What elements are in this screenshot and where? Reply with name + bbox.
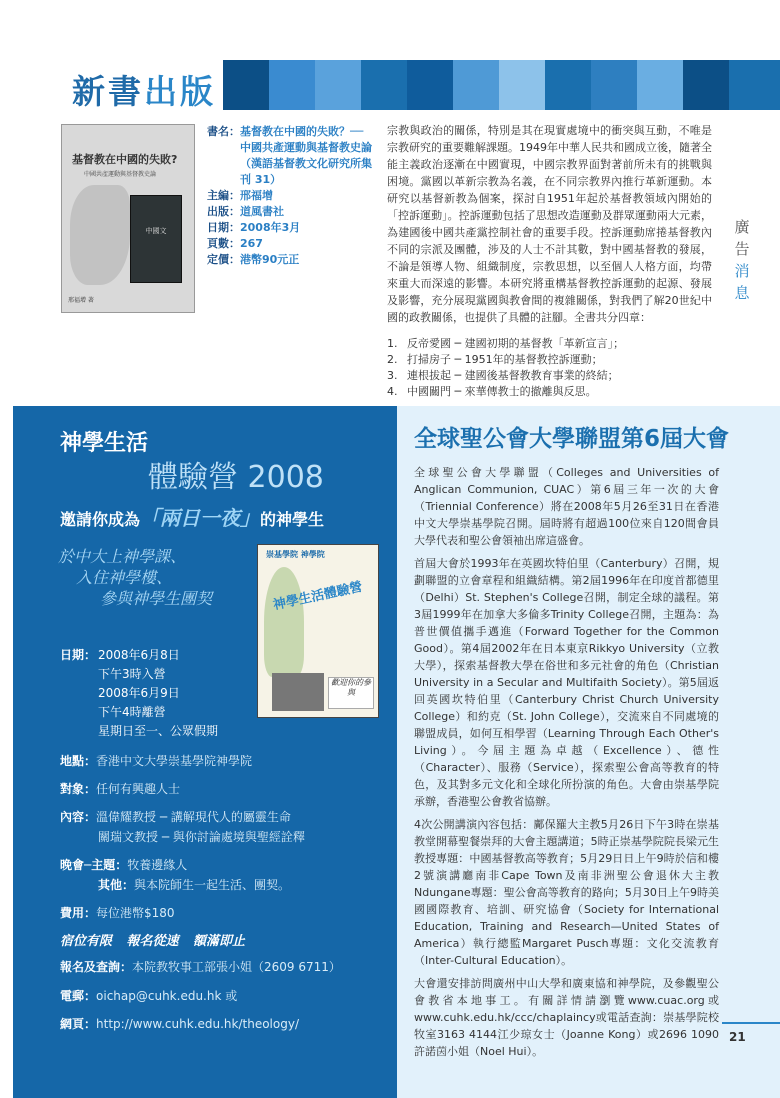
meta-value: 267 — [240, 237, 263, 250]
email-key: 電郵： — [60, 989, 97, 1003]
meta-value: 港幣90元正 — [240, 253, 300, 266]
ad-side-label — [733, 216, 751, 304]
camp-location — [60, 752, 252, 769]
tagline-3: 參與神學生團契 — [100, 589, 213, 608]
header-square — [499, 60, 545, 110]
meta-row-price — [207, 252, 377, 268]
header-square — [315, 60, 361, 110]
chapter-list — [387, 336, 624, 400]
others-value: 與本院師生一起生活、團契。 — [134, 878, 291, 892]
cover-map-shape — [70, 185, 130, 285]
list-number: 2. — [387, 353, 398, 366]
schedule-value: 2008年6月9日 — [98, 686, 180, 700]
header-square — [545, 60, 591, 110]
camp-content-2 — [98, 828, 305, 845]
invite-text-a: 邀請你成為 — [60, 510, 141, 529]
title-part-b: 出版 — [144, 72, 216, 111]
cover-subtitle: 中國共產運動與基督教史論 — [84, 171, 157, 178]
meta-row-publisher — [207, 204, 377, 220]
camp-enquiry — [60, 958, 341, 975]
book-metadata — [207, 124, 377, 268]
camp-poster-image — [257, 544, 379, 718]
camp-title: 神學生活 — [60, 431, 149, 456]
schedule-value: 星期日至一、公眾假期 — [98, 724, 219, 738]
evening-value: 牧養邊緣人 — [127, 858, 188, 872]
page-number-rule — [722, 1022, 780, 1024]
enquiry-key: 報名及查詢： — [60, 960, 133, 974]
header-square — [453, 60, 499, 110]
evening-key: 晚會─主題： — [60, 858, 128, 872]
camp-limited-notice: 宿位有限 報名從速 額滿即止 — [60, 934, 246, 949]
cuac-body — [414, 464, 719, 1066]
email-link[interactable]: oichap@cuhk.edu.hk 或 — [96, 989, 238, 1003]
section-title — [72, 66, 216, 113]
website-link[interactable]: http://www.cuhk.edu.hk/theology/ — [96, 1017, 299, 1031]
cuac-paragraph: 大會還安排訪問廣州中山大學和廣東協和神學院，及參觀聖公會教省本地事工。有關詳情請瀏覽www.cuac.org或www.cuhk.edu.hk/ccc/chaplaincy或電話查詢：崇基學院校牧室3163 4144江少琼女士（Joanne Kong）或2696 1090許諾茵小姐（Noel Hui）。 — [414, 977, 719, 1058]
list-number: 4. — [387, 385, 398, 398]
meta-key: 出版： — [207, 205, 240, 218]
cuac-paragraph: 4次公開講演內容包括：鄺保羅大主教5月26日下午3時在崇基教堂開幕聖餐崇拜的大會主題講道；5時正崇基學院院長梁元生教授專題：中國基督教高等教育；5月29日日上午9時於信和樓2號演講廳南非Cape Town及南非洲聖公會退休大主教Ndungane專題：聖公會高等教育的路向；5月30日上午9時美國國際教育、培訓、研究協會（Society for International Education, Training and Research—United States of America）執行總監Margaret Pusch專題：文化交流教育（Inter-Cultural Education）。 — [414, 818, 719, 967]
poster-photo — [272, 673, 324, 711]
content-value-2: 關瑞文教授 ─ 與你討論處境與聖經詮釋 — [98, 830, 305, 844]
list-text: 連根拔起 ─ 建國後基督教教育事業的終結； — [407, 369, 619, 382]
cover-title: 基督教在中國的失敗? — [72, 153, 178, 166]
schedule-line — [60, 646, 218, 665]
tagline-2: 入住神學樓、 — [76, 568, 173, 587]
poster-tree-shape — [264, 567, 304, 677]
schedule-key: 日期： — [60, 648, 97, 662]
header-square — [361, 60, 407, 110]
ad-label-a: 廣告 — [734, 218, 750, 258]
schedule-value: 下午4時離營 — [98, 705, 166, 719]
meta-row-date — [207, 220, 377, 236]
header-square — [269, 60, 315, 110]
meta-value: 邢福增 — [240, 189, 273, 202]
list-text: 打掃房子 ─ 1951年的基督教控訴運動； — [407, 353, 603, 366]
location-key: 地點： — [60, 754, 97, 768]
book-description: 宗教與政治的關係，特別是其在現實處境中的衝突與互動，不唯是宗教研究的重要難解課題。1949年中華人民共和國成立後，隨著全能主義政治逐漸在中國實現，中國宗教界面對著前所未有的挑戰與困境。黨國以革新宗教為名義，在不同宗教界內推行革新運動。本研究以基督新教為個案，探討自1951年起於基督教領域內開始的「控訴運動」。控訴運動包括了思想改造運動及群眾運動兩大元素，為建國後中國共產黨控制社會的重要手段。控訴運動席捲基督教內不同的宗派及團體，涉及的人士不計其數，對中國基督教的發展，不論是領導人物、組織制度，宗教思想，以至個人人格方面，均帶來重大而深遠的影響。本研究將重構基督教控訴運動的起源、發展及影響，充分展現黨國與教會間的複雜關係，對我們了解20世紀中國的政教關係，也提供了具體的註腳。全書共分四章： — [387, 124, 712, 324]
list-text: 反帝愛國 ─ 建國初期的基督教「革新宣言」； — [407, 337, 625, 350]
fee-value: 每位港幣$180 — [96, 906, 175, 920]
invite-highlight: 「兩日一夜」 — [140, 506, 261, 530]
cover-book-shape — [130, 195, 182, 283]
camp-evening — [60, 856, 187, 873]
cuac-paragraph: 全球聖公會大學聯盟（Colleges and Universities of Anglican Communion, CUAC）第6屆三年一次的大會（Triennial Conference）將在2008年5月26至31日在香港中文大學崇基學院召開。屆時將有超過100位來自120間會員大學代表和聖公會領袖出席這盛會。 — [414, 466, 719, 547]
camp-others — [98, 876, 290, 893]
title-part-a: 新書 — [72, 72, 144, 111]
enquiry-value: 本院教牧事工部張小姐（2609 6711） — [132, 960, 341, 974]
camp-subtitle: 體驗營 2008 — [148, 460, 324, 495]
list-text: 中國關門 ─ 來華傳教士的撤離與反思。 — [407, 385, 597, 398]
camp-schedule — [60, 646, 218, 741]
website-key: 網頁： — [60, 1017, 97, 1031]
meta-value: 道風書社 — [240, 205, 284, 218]
list-item — [387, 368, 624, 384]
tagline-1: 於中大上神學課、 — [58, 547, 187, 566]
camp-fee — [60, 904, 175, 921]
list-number: 3. — [387, 369, 398, 382]
list-item — [387, 352, 624, 368]
camp-email — [60, 987, 237, 1004]
content-value-1: 溫偉耀教授 ─ 講解現代人的屬靈生命 — [96, 810, 291, 824]
location-value: 香港中文大學崇基學院神學院 — [96, 754, 253, 768]
cover-author: 邢福增 著 — [68, 297, 94, 304]
header-square — [637, 60, 683, 110]
meta-key: 書名： — [207, 125, 240, 138]
target-key: 對象： — [60, 782, 97, 796]
camp-target — [60, 780, 180, 797]
meta-key: 主編： — [207, 189, 240, 202]
poster-header: 崇基學院 神學院 — [266, 550, 325, 559]
meta-row-pages — [207, 236, 377, 252]
camp-content — [60, 808, 291, 825]
camp-invite — [60, 502, 324, 531]
cuac-paragraph: 首屆大會於1993年在英國坎特伯里（Canterbury）召開，規劃聯盟的立會章程和組織結構。第2屆1996年在印度首都德里（Delhi）St. Stephen's College召開，制定全球的議程。第3屆1999年在加拿大多倫多Trinity College召開，主題為：為普世價值攜手邁進（Forward Together for the Common Good）。第4屆2002年在日本東京Rikkyo University（立教大學），探索基督教大學在俗世和多元社會的角色（Christian University in a Secular and Multifaith Society）。第5屆返回英國坎特伯里（Canterbury Christ Church University College）和約克（St. John College），交流來自不同處境的聯盟成員，如何互相學習（Learning Through Each Other's Living）。今屆主題為卓越（Excellence）、德性（Character）、服務（Service），探索聖公會高等教育的特色，及其對多元文化和全球化所扮演的角色。大會由崇基學院承辦，香港聖公會教省協辦。 — [414, 557, 719, 808]
meta-value: 2008年3月 — [240, 221, 301, 234]
camp-website — [60, 1015, 299, 1032]
header-square — [591, 60, 637, 110]
header-square — [407, 60, 453, 110]
meta-row-editor — [207, 188, 377, 204]
header-square — [683, 60, 729, 110]
ad-label-b: 消息 — [734, 262, 750, 302]
book-cover-image — [61, 124, 195, 313]
meta-key: 日期： — [207, 221, 240, 234]
fee-key: 費用： — [60, 906, 97, 920]
header-square — [729, 60, 775, 110]
list-item — [387, 384, 624, 400]
schedule-value: 下午3時入營 — [98, 667, 166, 681]
list-item — [387, 336, 624, 352]
others-key: 其他： — [98, 878, 135, 892]
content-key: 內容： — [60, 810, 97, 824]
schedule-value: 2008年6月8日 — [98, 648, 180, 662]
cuac-title: 全球聖公會大學聯盟第6屆大會 — [414, 426, 730, 452]
meta-key: 頁數： — [207, 237, 240, 250]
header-square — [223, 60, 269, 110]
invite-text-c: 的神學生 — [260, 510, 325, 529]
list-number: 1. — [387, 337, 398, 350]
meta-value: 基督教在中國的失敗？── 中國共產運動與基督教史論（漢語基督教文化研究所集刊 31） — [240, 125, 372, 186]
cover-spine-text: 中國文 — [145, 227, 167, 235]
meta-row-title — [207, 124, 377, 188]
page-number: 21 — [729, 1030, 746, 1044]
meta-key: 定價： — [207, 253, 240, 266]
camp-tagline — [58, 546, 212, 609]
poster-note: 歡迎你的參與 — [328, 677, 374, 709]
poster-title: 神學生活體驗營 — [271, 579, 364, 614]
target-value: 任何有興趣人士 — [96, 782, 181, 796]
